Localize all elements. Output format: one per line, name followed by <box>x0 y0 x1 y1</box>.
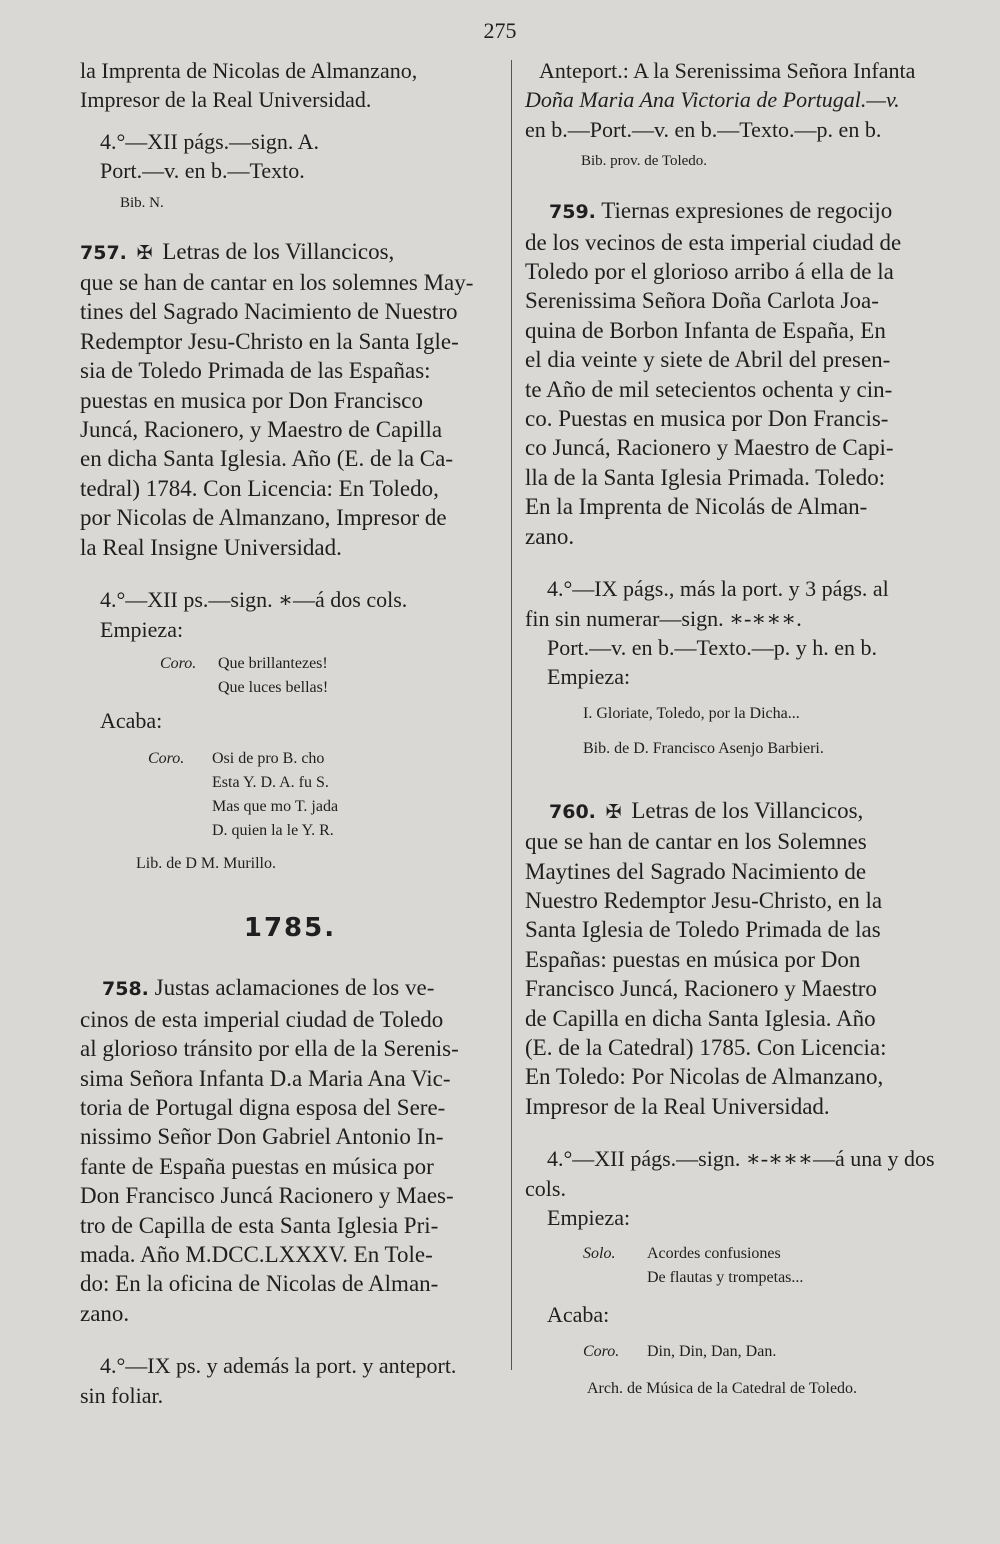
voice-label: Coro. <box>160 654 197 672</box>
entry-line: tines del Sagrado Nacimiento de Nuestro <box>80 299 458 325</box>
entry-line: Justas aclamaciones de los ve- <box>154 975 435 1001</box>
entry-line: Maytines del Sagrado Nacimiento de <box>525 858 867 884</box>
entry-line: Santa Iglesia de Toledo Primada de las <box>525 917 881 943</box>
continuation-line: Impresor de la Real Universidad. <box>80 87 372 113</box>
verse-line: D. quien la le Y. R. <box>212 822 334 840</box>
physical-description: 4.°—XII págs.—sign. ∗-∗∗∗—á una y dos <box>547 1146 935 1172</box>
entry-line: de los vecinos de esta imperial ciudad de <box>525 229 902 255</box>
entry-number: 758. <box>102 978 149 1001</box>
entry-line: (E. de la Catedral) 1785. Con Licencia: <box>525 1034 887 1060</box>
voice-label: Coro. <box>583 1342 620 1360</box>
entry-line: Toledo por el glorioso arribo á ella de la <box>525 259 894 285</box>
incipit-verse <box>525 1242 945 1290</box>
entry-line: de Capilla en dicha Santa Iglesia. Año <box>525 1005 876 1031</box>
entry-line: al glorioso tránsito por ella de la Serenis- <box>80 1036 459 1062</box>
entry-line: Francisco Juncá, Racionero y Maestro <box>525 976 877 1002</box>
entry-line: Serenissima Señora Doña Carlota Joa- <box>525 288 879 314</box>
entry-line: En Toledo: Por Nicolas de Almanzano, <box>525 1064 884 1090</box>
left-column <box>80 56 500 1410</box>
library-reference: Bib. de D. Francisco Asenjo Barbieri. <box>583 739 824 757</box>
archive-reference: Arch. de Música de la Catedral de Toledo. <box>587 1379 858 1397</box>
verse-line: De flautas y trompetas... <box>647 1269 804 1287</box>
column-divider <box>511 60 512 1370</box>
continuation-line: la Imprenta de Nicolas de Almanzano, <box>80 58 418 83</box>
verse-line: Que brillantezes! <box>218 654 328 672</box>
physical-description: sin foliar. <box>80 1382 164 1408</box>
library-reference: Bib. prov. de Toledo. <box>581 153 708 170</box>
entry-line: cinos de esta imperial ciudad de Toledo <box>80 1006 444 1032</box>
empieza-label: Empieza: <box>547 664 631 690</box>
entry-line: la Real Insigne Universidad. <box>80 534 342 560</box>
verse-line: Acordes confusiones <box>647 1245 781 1263</box>
entry-line: que se han de cantar en los Solemnes <box>525 829 867 855</box>
entry-line: nissimo Señor Don Gabriel Antonio In- <box>80 1124 444 1150</box>
cross-icon: ✠ <box>605 800 622 823</box>
empieza-label: Empieza: <box>547 1205 631 1230</box>
physical-description: 4.°—XII ps.—sign. ∗—á dos cols. <box>100 587 408 613</box>
entry-760 <box>525 796 945 1400</box>
entry-line: Letras de los Villancicos, <box>631 797 864 823</box>
physical-description: Port.—v. en b.—Texto.—p. y h. en b. <box>547 634 878 660</box>
entry-line: zano. <box>80 1300 130 1326</box>
explicit-verse <box>525 1340 945 1364</box>
entry-line: sia de Toledo Primada de las Españas: <box>80 358 431 384</box>
entry-line: En la Imprenta de Nicolás de Alman- <box>525 494 868 520</box>
entry-line: en dicha Santa Iglesia. Año (E. de la Ca- <box>80 446 453 472</box>
entry-line: puestas en musica por Don Francisco <box>80 387 424 413</box>
incipit-line: I. Gloriate, Toledo, por la Dicha... <box>583 704 800 722</box>
entry-line: fante de España puestas en música por <box>80 1153 434 1179</box>
entry-line: Juncá, Racionero, y Maestro de Capilla <box>80 417 443 443</box>
entry-759 <box>525 196 945 760</box>
physical-description: 4.°—IX ps. y además la port. y anteport. <box>100 1353 457 1379</box>
entry-number: 760. <box>549 800 596 823</box>
entry-line: co. Puestas en musica por Don Francis- <box>525 406 889 432</box>
entry-line: por Nicolas de Almanzano, Impresor de <box>80 505 447 531</box>
entry-line: Españas: puestas en música por Don <box>525 946 861 972</box>
entry-line: quina de Borbon Infanta de España, En <box>525 317 886 343</box>
entry-758 <box>80 973 500 1410</box>
right-column <box>525 56 945 1400</box>
empieza-label: Empieza: <box>100 616 184 642</box>
anteport-line: en b.—Port.—v. en b.—Texto.—p. en b. <box>525 116 882 142</box>
anteport-line <box>525 56 945 85</box>
entry-line: mada. Año M.DCC.LXXXV. En Tole- <box>80 1241 433 1267</box>
entry-line: Letras de los Villancicos, <box>162 238 395 264</box>
verse-line: Que luces bellas! <box>218 678 329 696</box>
entry-line: tro de Capilla de esta Santa Iglesia Pri- <box>80 1212 439 1238</box>
verse-line: Esta Y. D. A. fu S. <box>212 774 329 792</box>
year-heading: 1785. <box>243 913 337 944</box>
entry-line: el dia veinte y siete de Abril del presen- <box>525 347 891 373</box>
library-reference: Lib. de D M. Murillo. <box>136 855 276 873</box>
entry-line: tedral) 1784. Con Licencia: En Toledo, <box>80 475 439 501</box>
entry-text <box>525 196 945 551</box>
physical-description: Port.—v. en b.—Texto. <box>100 158 305 184</box>
voice-label: Coro. <box>148 750 185 768</box>
entry-line: lla de la Santa Iglesia Primada. Toledo: <box>525 464 886 490</box>
entry-number: 757. <box>80 241 127 264</box>
physical-description: cols. <box>525 1175 566 1201</box>
acaba-label: Acaba: <box>100 707 163 733</box>
entry-line: Tiernas expresiones de regocijo <box>601 198 893 224</box>
entry-text <box>80 973 500 1328</box>
physical-description: 4.°—XII págs.—sign. A. <box>100 128 320 154</box>
entry-number: 759. <box>549 201 596 224</box>
entry-line: Impresor de la Real Universidad. <box>525 1093 830 1119</box>
anteport-line: Doña Maria Ana Victoria de Portugal.—v. <box>525 87 900 113</box>
entry-757 <box>80 237 500 876</box>
verse-line: Osi de pro B. cho <box>212 750 325 768</box>
library-reference: Bib. N. <box>120 194 164 211</box>
page-number: 275 <box>483 18 517 43</box>
entry-line: toria de Portugal digna esposa del Sere- <box>80 1094 446 1120</box>
cross-icon: ✠ <box>136 241 153 264</box>
verse-line: Din, Din, Dan, Dan. <box>647 1342 777 1360</box>
acaba-label: Acaba: <box>547 1302 610 1328</box>
entry-line: Don Francisco Juncá Racionero y Maes- <box>80 1183 454 1209</box>
entry-line: do: En la oficina de Nicolas de Alman- <box>80 1271 439 1297</box>
entry-text <box>80 237 500 562</box>
explicit-verse <box>80 747 500 843</box>
entry-line: Nuestro Redemptor Jesu-Christo, en la <box>525 887 883 913</box>
entry-line: te Año de mil setecientos ochenta y cin- <box>525 376 893 402</box>
entry-line: sima Señora Infanta D.a Maria Ana Vic- <box>80 1065 451 1091</box>
verse-line: Mas que mo T. jada <box>212 798 339 816</box>
incipit-verse <box>80 652 500 700</box>
entry-line: co Juncá, Racionero y Maestro de Capi- <box>525 435 894 461</box>
voice-label: Solo. <box>583 1245 616 1263</box>
entry-line: Redemptor Jesu-Christo en la Santa Igle- <box>80 328 459 354</box>
entry-line: zano. <box>525 523 575 549</box>
physical-description: fin sin numerar—sign. ∗-∗∗∗. <box>525 605 802 631</box>
entry-line: que se han de cantar en los solemnes May- <box>80 270 474 296</box>
entry-text <box>525 796 945 1121</box>
physical-description: 4.°—IX págs., más la port. y 3 págs. al <box>547 576 889 602</box>
anteport-line: Anteport.: A la Serenissima Señora Infanta <box>539 58 916 83</box>
